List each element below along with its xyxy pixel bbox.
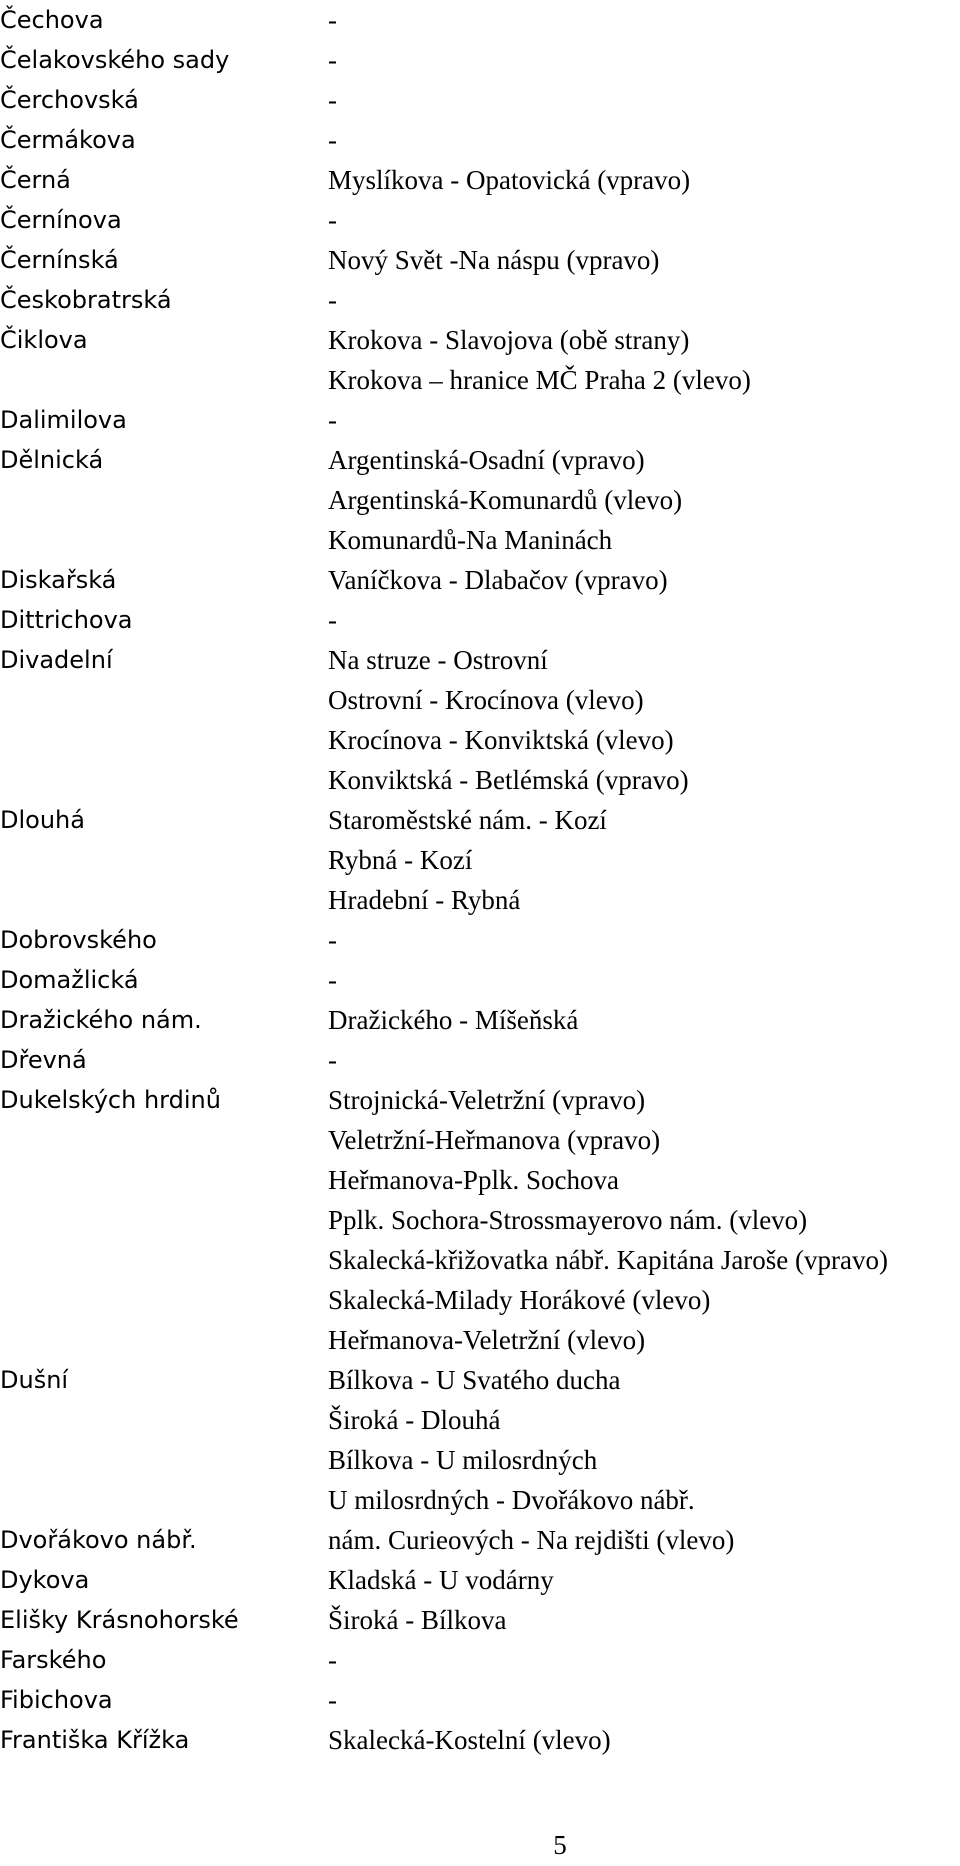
list-item [0,1360,960,1400]
street-section: Bílkova - U Svatého ducha [328,1365,621,1395]
street-name: Českobratrská [0,286,172,314]
street-section: - [328,205,337,235]
street-section: Krokova – hranice MČ Praha 2 (vlevo) [328,365,751,395]
street-section: Bílkova - U milosrdných [328,1445,598,1475]
list-item [0,480,960,520]
street-section: Hradební - Rybná [328,885,521,915]
street-section: - [328,605,337,635]
list-item [0,1640,960,1680]
street-section: Na struze - Ostrovní [328,645,548,675]
street-section: nám. Curieových - Na rejdišti (vlevo) [328,1525,735,1555]
street-name: Dělnická [0,446,104,474]
page-number: 5 [553,1830,567,1860]
street-section: Myslíkova - Opatovická (vpravo) [328,165,691,195]
street-name: Dražického nám. [0,1006,202,1034]
street-section: Skalecká-Milady Horákové (vlevo) [328,1285,711,1315]
list-item [0,1120,960,1160]
list-item [0,1440,960,1480]
street-section: Staroměstské nám. - Kozí [328,805,607,835]
street-section: Konviktská - Betlémská (vpravo) [328,765,689,795]
street-name: Čermákova [0,126,136,154]
list-item [0,360,960,400]
street-name: Čelakovského sady [0,46,230,74]
street-name: Diskařská [0,566,117,594]
list-item [0,920,960,960]
street-section: - [328,285,337,315]
street-name: Černínská [0,246,119,274]
street-section: Heřmanova-Pplk. Sochova [328,1165,619,1195]
list-item [0,800,960,840]
street-section: Veletržní-Heřmanova (vpravo) [328,1125,661,1155]
list-item [0,440,960,480]
list-item [0,760,960,800]
street-section: Vaníčkova - Dlabačov (vpravo) [328,565,668,595]
list-item [0,1160,960,1200]
street-section: Heřmanova-Veletržní (vlevo) [328,1325,646,1355]
street-section: - [328,405,337,435]
list-item [0,1200,960,1240]
list-item [0,1080,960,1120]
street-section: Pplk. Sochora-Strossmayerovo nám. (vlevo) [328,1205,808,1235]
list-item [0,680,960,720]
list-item [0,240,960,280]
list-item [0,1520,960,1560]
street-section: - [328,45,337,75]
list-item [0,1600,960,1640]
list-item [0,1720,960,1760]
street-section: - [328,85,337,115]
list-item [0,40,960,80]
street-section: Skalecká-křižovatka nábř. Kapitána Jaroše (vpravo) [328,1245,888,1275]
street-name: Dušní [0,1366,69,1394]
street-name: Fibichova [0,1686,113,1714]
street-name: Dobrovského [0,926,157,954]
list-item [0,960,960,1000]
list-item [0,1560,960,1600]
street-name: Dřevná [0,1046,87,1074]
street-name: Čechova [0,6,104,34]
list-item [0,200,960,240]
street-section: Široká - Bílkova [328,1605,507,1635]
street-name: Černínova [0,206,122,234]
street-name: Dalimilova [0,406,127,434]
list-item [0,1240,960,1280]
list-item [0,560,960,600]
street-name: Dvořákovo nábř. [0,1526,197,1554]
list-item [0,400,960,440]
street-name: Dukelských hrdinů [0,1086,221,1114]
street-name: Černá [0,166,71,194]
list-item [0,120,960,160]
street-section: - [328,1045,337,1075]
list-item [0,0,960,40]
street-name: Domažlická [0,966,139,994]
list-item [0,720,960,760]
list-item [0,880,960,920]
street-section: Široká - Dlouhá [328,1405,501,1435]
street-section: Ostrovní - Krocínova (vlevo) [328,685,644,715]
list-item [0,1680,960,1720]
list-item [0,1000,960,1040]
list-item [0,520,960,560]
list-item [0,840,960,880]
street-section: Nový Svět -Na náspu (vpravo) [328,245,660,275]
list-item [0,1480,960,1520]
street-section: Rybná - Kozí [328,845,473,875]
street-section: Strojnická-Veletržní (vpravo) [328,1085,646,1115]
street-name: Divadelní [0,646,113,674]
street-section: - [328,925,337,955]
street-name: Čerchovská [0,86,139,114]
street-section: U milosrdných - Dvořákovo nábř. [328,1485,695,1515]
street-section: Skalecká-Kostelní (vlevo) [328,1725,611,1755]
street-section: Krokova - Slavojova (obě strany) [328,325,690,355]
street-section: - [328,1685,337,1715]
street-section: - [328,965,337,995]
street-section: Dražického - Míšeňská [328,1005,579,1035]
street-name: Dlouhá [0,806,85,834]
list-item [0,1280,960,1320]
list-item [0,160,960,200]
street-name: Dittrichova [0,606,133,634]
street-name: Elišky Krásnohorské [0,1606,239,1634]
street-section: Krocínova - Konviktská (vlevo) [328,725,674,755]
street-section: - [328,125,337,155]
street-section: Argentinská-Komunardů (vlevo) [328,485,683,515]
street-name: Františka Křížka [0,1726,190,1754]
street-section: Komunardů-Na Maninách [328,525,613,555]
street-section: - [328,5,337,35]
street-section: - [328,1645,337,1675]
street-section: Argentinská-Osadní (vpravo) [328,445,645,475]
street-name: Dykova [0,1566,90,1594]
list-item [0,280,960,320]
street-section: Kladská - U vodárny [328,1565,554,1595]
list-item [0,1320,960,1360]
list-item [0,640,960,680]
list-item [0,600,960,640]
list-item [0,80,960,120]
street-name: Farského [0,1646,107,1674]
list-item [0,1400,960,1440]
list-item [0,1040,960,1080]
list-item [0,320,960,360]
street-name: Čiklova [0,326,88,354]
